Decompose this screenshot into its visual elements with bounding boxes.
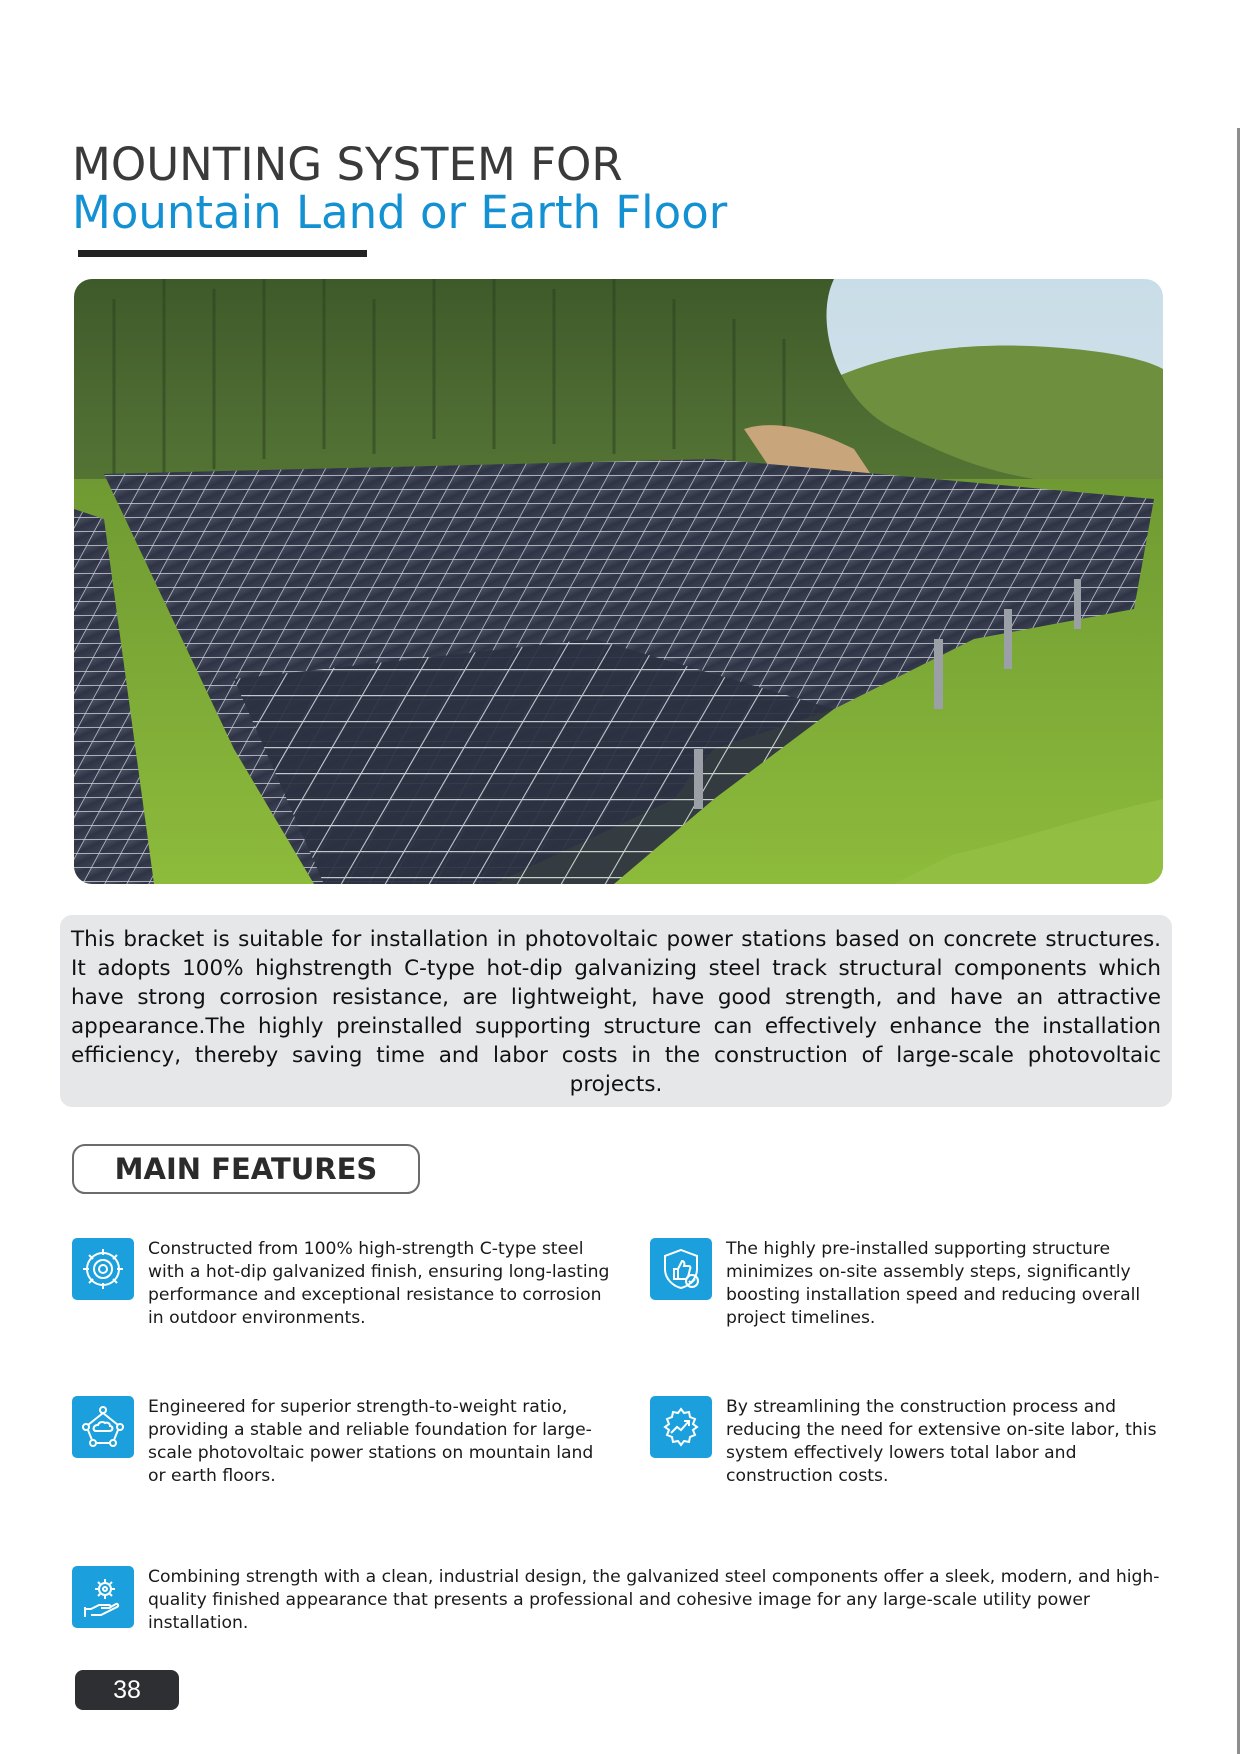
page-number: 38: [113, 1675, 141, 1704]
main-features-heading: [72, 1144, 420, 1194]
feature-text: By streamlining the construction process and reducing the need for extensive on-site labor, this system effectively lowers total labor and construction costs.: [726, 1397, 1157, 1486]
feature-text: The highly pre-installed supporting structure minimizes on-site assembly steps, significantly boosting installation speed and reducing overall project timelines.: [726, 1239, 1141, 1328]
title-underline: [78, 250, 367, 257]
title-line-1: MOUNTING SYSTEM FOR: [72, 138, 623, 191]
feature-item: [650, 1396, 1162, 1488]
feature-item: [72, 1396, 612, 1488]
network-cloud-icon: [72, 1396, 134, 1458]
feature-item: [650, 1238, 1162, 1330]
feature-text: Combining strength with a clean, industrial design, the galvanized steel components offer a sleek, modern, and high-quality finished appearance that presents a professional and cohesive image for any large-scale utility power installation.: [148, 1567, 1160, 1633]
page-number-badge: [75, 1670, 179, 1710]
feature-text: Engineered for superior strength-to-weight ratio, providing a stable and reliable foundation for large-scale photovoltaic power stations on mountain land or earth floors.: [148, 1397, 594, 1486]
hand-gear-icon: [72, 1566, 134, 1628]
main-features-label: MAIN FEATURES: [114, 1152, 378, 1186]
gear-cog-icon: [72, 1238, 134, 1300]
shield-thumbs-up-icon: [650, 1238, 712, 1300]
feature-item: [72, 1566, 1162, 1635]
description-box: [60, 915, 1172, 1107]
solar-farm-photo: [74, 279, 1163, 884]
gear-growth-chart-icon: [650, 1396, 712, 1458]
title-line-2: Mountain Land or Earth Floor: [72, 186, 728, 239]
feature-item: [72, 1238, 612, 1330]
description-text: This bracket is suitable for installation in photovoltaic power stations based on concrete structures. It adopts 100% highstrength C-type hot-dip galvanizing steel track structural components which have strong corrosion resistance, are lightweight, have good strength, and have an attractive appearance.The highly preinstalled supporting structure can effectively enhance the installation efficiency, thereby saving time and labor costs in the construction of large-scale photovoltaic projects.: [71, 927, 1161, 1097]
feature-text: Constructed from 100% high-strength C-type steel with a hot-dip galvanized finish, ensuring long-lasting performance and exceptional resistance to corrosion in outdoor environments.: [148, 1239, 610, 1328]
